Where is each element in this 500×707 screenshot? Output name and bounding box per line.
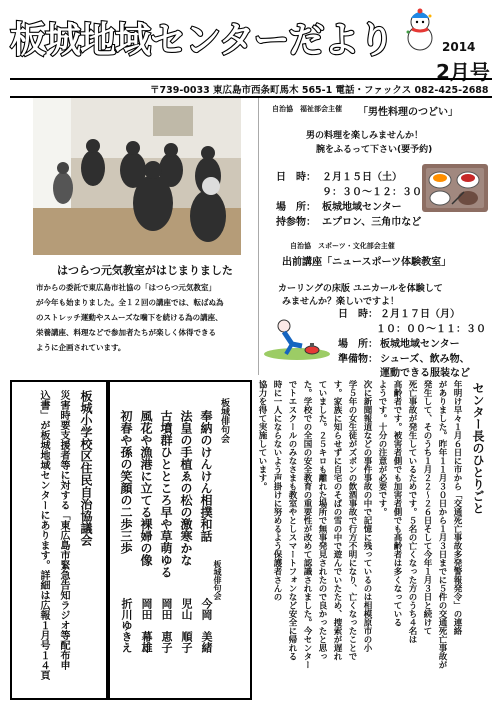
haiku-poem: 奉納のけんけん相撲和話 — [199, 410, 213, 542]
curling-illustration — [262, 310, 332, 362]
cooking-tagline-2: 腕をふるって下さい(要予約) — [316, 145, 433, 155]
column-line: 時に一人にならないよう声掛けに努めるよう保護者さんの — [272, 380, 282, 601]
cooking-title: 「男性料理のつどい」 — [358, 107, 458, 118]
sports-date-label: 日 時： — [338, 309, 378, 320]
genki-line: のストレッチ運動やスムーズな噛下を続ける為の講座、 — [36, 313, 223, 322]
genki-caption: はつらつ元気教室がはじまりました — [57, 264, 233, 277]
sports-place: 板城地域センター — [380, 339, 460, 350]
newsletter-title: 板城地域センターだより — [10, 20, 394, 61]
header-rule — [10, 78, 492, 80]
cooking-items: エプロン、三角巾など — [322, 217, 422, 228]
column-line: す。家族に知らせずに自宅のそばの雪の中で遊んでいたため、捜索が遅れ — [332, 380, 342, 661]
cooking-date: ２月１５日（土） — [322, 172, 402, 183]
cooking-items-label: 持参物： — [276, 217, 316, 228]
column-divider — [258, 98, 259, 375]
haiku-author: 岡田 幕雄 — [140, 598, 153, 653]
haiku-group: 板城俳句会 — [219, 398, 229, 443]
cooking-place-label: 場 所： — [276, 202, 316, 213]
column-line: がありました。昨年１１月３０日から１月３日までに５件の交通死亡事故が — [437, 380, 447, 669]
notice-title: 板城小学校区住民自治協議会 — [79, 390, 93, 546]
year-label: 2014 — [442, 40, 476, 54]
column-line: 協力を得て実施しています。 — [257, 380, 267, 491]
genki-line: 市からの委託で東広島市社協の「はつらつ元気教室」 — [36, 283, 216, 292]
sports-org: 自治協 スポーツ・文化部会主催 — [290, 242, 395, 250]
sports-time: １０：００～１１：３０ — [376, 324, 486, 335]
cooking-place: 板城地域センター — [322, 202, 402, 213]
column-title: センター長のひとりごと — [471, 382, 485, 514]
cooking-tagline: 男の料理を楽しみませんか！ — [306, 131, 424, 141]
sports-date: ２月１７日（月） — [380, 309, 460, 320]
genki-line: が今年も始まりました。全１２回の講座では、転ばぬ為 — [36, 298, 224, 307]
cooking-org: 自治協 福祉部会主催 — [272, 105, 342, 113]
genki-body — [36, 280, 258, 355]
haiku-author: 今岡 美緒 — [200, 598, 213, 653]
haiku-poem: 初春や孫の笑顔の二歩三歩 — [119, 410, 133, 554]
genki-line: 栄養講座、料理などで参加者たちが楽しく体得できる — [36, 328, 216, 337]
haiku-poem: 風花や漁港に立てる裸婦の像 — [139, 410, 153, 566]
meal-tray-illustration — [420, 160, 490, 216]
sports-items-2: 運動できる服装など — [380, 368, 470, 379]
column-line: 死亡事故が発生しているためです。５名の亡くなった方のうち４名は — [407, 380, 417, 644]
column-line: 発生して、そのうち１月２２～２６日そして今年１月３日と続けて — [422, 380, 432, 635]
haiku-poem: 法皇の手植ゑの松の激寒かな — [179, 410, 193, 566]
cooking-date-label: 日 時： — [276, 172, 316, 183]
column-line: 高齢者です。被害者側でも加害者側でも高齢者は多くなっている — [392, 380, 402, 627]
issue-label: 2月号 — [436, 60, 490, 84]
sports-title: 出前講座「ニュースポーツ体験教室」 — [282, 257, 452, 268]
column-line: ようです。十分の注意が必要です。 — [377, 380, 387, 516]
column-line: でトエスクールのみなさまも教室やとしスマートフォンなど安全に帰れる — [287, 380, 297, 661]
haiku-author: 折川ゆきえ — [120, 598, 133, 653]
column-line: 年明け早々１月６日に市から「交通死亡事故多発警報発令」の連絡 — [452, 380, 462, 635]
notice-line: 込書」が板城地域センターにあります。詳細は広報１月号１４頁 — [38, 390, 49, 680]
sports-items: シューズ、飲み物、 — [380, 354, 470, 365]
column-line: 学５年の女生徒がズボンの飲酒事故で行方不明になり、亡くなったことで — [347, 380, 357, 661]
column-body — [252, 380, 464, 698]
column-line: 次に新聞報道などの事件事故の中で記憶に残っているのは相模原市の小 — [362, 380, 372, 652]
column-line: た。学校での全国の安全教育の重要性が改めて認識されました。今センター — [302, 380, 312, 669]
snowman-illustration — [402, 8, 438, 52]
haiku-author: 児山 順子 — [180, 598, 193, 653]
haiku-author: 岡田 恵子 — [160, 598, 173, 653]
haiku-poem: 古墳群ひとところ早や草萌ゆる — [159, 410, 173, 578]
contact-address: 〒739-0033 東広島市西条町馬木 565-1 電話・ファックス 082-425-2688 — [150, 85, 489, 96]
genki-line: ように企画されています。 — [36, 343, 126, 352]
sports-tagline: カーリングの床版 ユニカールを体験して — [278, 284, 443, 294]
cooking-time: ９：３０～１２：３０ — [322, 187, 422, 198]
sports-place-label: 場 所： — [338, 339, 378, 350]
haiku-group-sign: 板城俳句会 — [213, 560, 222, 600]
sports-tagline-2: みませんか？楽しいですよ！ — [282, 297, 400, 307]
class-photo — [33, 98, 241, 255]
sports-items-label: 準備物： — [338, 354, 378, 365]
notice-line: 災害時要支援者等に対する「東広島市緊急告知ラジオ等配布申 — [58, 390, 69, 670]
column-line: ていました。２５キロも離れた場所で無事発見されたので良かったと思っ — [317, 380, 327, 661]
